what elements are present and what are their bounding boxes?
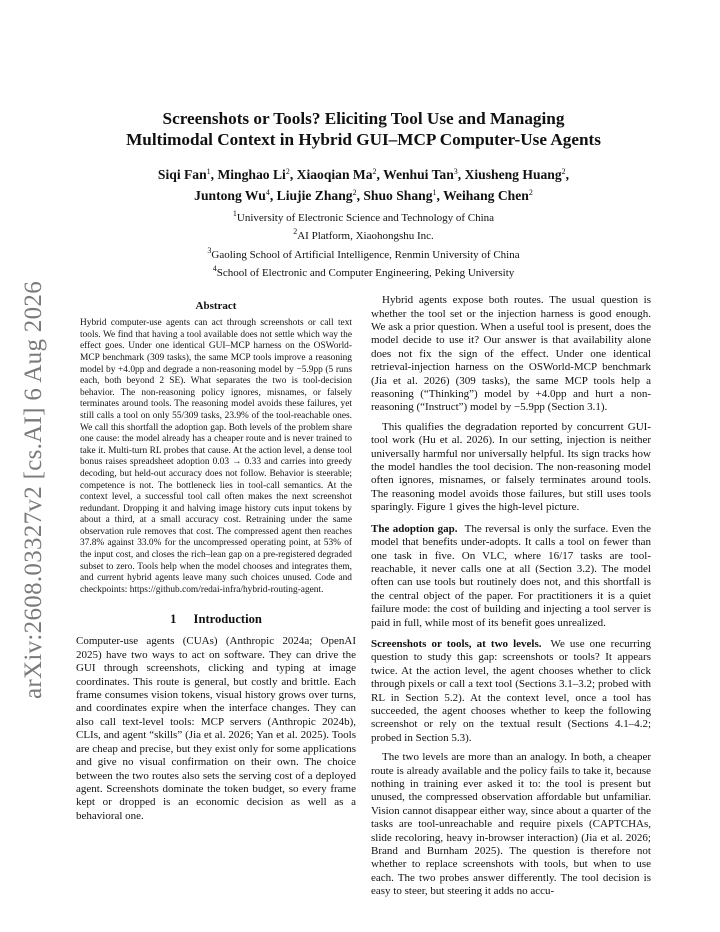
affiliation-number: 4 xyxy=(212,263,217,273)
author-separator: , xyxy=(565,167,570,182)
author-separator: , xyxy=(376,167,384,182)
author xyxy=(277,188,364,203)
right-column xyxy=(371,294,651,904)
author-affiliation-mark: 3 xyxy=(453,167,458,176)
right-paragraph-1: Hybrid agents expose both routes. The usual question is whether the tool set or the injection harness is good enough. We ask a prior question. When a useful tool is present, does the model decide to use it? Our answer is that availability alone does not fix the sign of the effect. Under one identical retrieval-injection harness on the OSWorld-MCP benchmark (Jia et al. 2026) (309 tasks), the same MCP tools help a reasoning (“Thinking”) model by +4.0pp and hurt a non-reasoning (“Instruct”) model by −5.9pp (Section 3.1). xyxy=(371,294,651,414)
author xyxy=(297,167,383,182)
paragraph-title: Screenshots or tools, at two levels. xyxy=(371,637,542,650)
section-number: 1 xyxy=(170,612,177,627)
left-column xyxy=(76,294,356,904)
author-name: Minghao Li xyxy=(217,167,286,182)
author-affiliation-mark: 2 xyxy=(561,167,566,176)
author-affiliation-mark: 1 xyxy=(432,188,437,197)
right-paragraph-5: The two levels are more than an analogy. In both, a cheaper route is already available and the policy fails to take it, because nothing in training ever asked it to: the tool is present but unused, the compressed observation affordable but unfamiliar. Vision cannot disappear either way, since about a quarter of the tasks are tool-unreachable and require pixels (CAPTCHAs, slide recoloring, heavy in-browser interaction) (Jia et al. 2026; Brand and Burnham 2025). The question is therefore not whether to replace screenshots with tools, but when to use each. The two probes answer differently. The tool decision is easy to steer, but steering it adds no accu- xyxy=(371,751,651,898)
author-name: Shuo Shang xyxy=(363,188,433,203)
author-name: Xiusheng Huang xyxy=(464,167,562,182)
author-line-2 xyxy=(76,184,651,205)
right-paragraph-2: This qualifies the degradation reported by concurrent GUI-tool work (Hu et al. 2026). In our setting, injection is neither universally harmful nor universally helpful. Its sign tracks how the model handles the tool decision. The non-reasoning model often ignores, misnames, or falsely terminates around tools. The reasoning model avoids those failures, but still uses tools sparingly. Figure 1 gives the high-level picture. xyxy=(371,420,651,514)
title-line-1: Screenshots or Tools? Eliciting Tool Use and Managing xyxy=(162,109,565,128)
author xyxy=(158,167,218,182)
author-name: Wenhui Tan xyxy=(383,167,454,182)
affiliation xyxy=(76,207,651,225)
author-separator: , xyxy=(356,188,364,203)
paragraph-body: We use one recurring question to study this gap: screenshots or tools? It appears twice. At the action level, the agent chooses whether to click through pixels or call a text tool (Sections 3.1–3.2; probed with RL in Section 5.2). At the context level, once a tool has succeeded, the agent chooses whether to keep the following screenshot or rely on the textual result (Sections 4.1–4.2; probed in Section 5.3). xyxy=(371,637,651,744)
affiliation-list xyxy=(76,207,651,280)
author-line-1 xyxy=(76,163,651,184)
affiliation-text: Gaoling School of Artificial Intelligence, Renmin University of China xyxy=(211,248,520,261)
author-separator: , xyxy=(210,167,218,182)
paragraph-body: The reversal is only the surface. Even the model that benefits under-adopts. It calls a tool on fewer than one task in five. On VLC, where 16/17 tasks are tool-reachable, it never calls one at all (Section 3.2). The model often can use tools but routinely does not, and this shortfall is the central object of the paper. For practitioners it is a quiet failure mode: the cost of building and injecting a tool server is paid in full, while most of its benefit goes unrealized. xyxy=(371,522,651,629)
author xyxy=(363,188,443,203)
author-list xyxy=(76,163,651,205)
author-affiliation-mark: 2 xyxy=(528,188,533,197)
author-name: Xiaoqian Ma xyxy=(296,167,373,182)
author xyxy=(194,188,276,203)
affiliation-text: AI Platform, Xiaohongshu Inc. xyxy=(297,230,434,243)
title-line-2: Multimodal Context in Hybrid GUI–MCP Computer-Use Agents xyxy=(126,130,601,149)
affiliation xyxy=(76,225,651,243)
paper-title xyxy=(76,108,651,150)
affiliation-number: 3 xyxy=(207,245,212,255)
author-separator: , xyxy=(457,167,465,182)
author-separator: , xyxy=(289,167,297,182)
paper-page xyxy=(76,108,651,905)
author-affiliation-mark: 2 xyxy=(352,188,357,197)
abstract-text: Hybrid computer-use agents can act through screenshots or call text tools. We find that having a tool available does not settle which way the effect goes. Under one identical GUI–MCP harness on the OSWorld-MCP benchmark (309 tasks), the same MCP tools improve a reasoning model by +4.0pp and degrade a non-reasoning model by −5.9pp (5 runs each, both beyond 2 SE). What separates the two is tool-decision behavior. The non-reasoning policy ignores, misnames, or falsely terminates around tools. The reasoning model avoids these failures, yet still calls a tool on only 55/309 tasks, 23.9% of the tool-reachable ones. We call this shortfall the adoption gap. Both levels of the problem share one cause: the model already has a cheaper route and is never trained to take it. Multi-turn RL probes that cause. At the action level, a dense tool bonus raises spreadsheet adoption 0.03 → 0.33 and carries into greedy decoding, but held-out accuracy does not follow. Behavior is steerable; competence is not. The bottleneck lies in tool-call semantics. At the context level, a successful tool call often makes the next screenshot redundant. Dropping it and halving image history cuts input tokens by about a third, at a small accuracy cost. Retraining under the same observation rule removes that cost. The compressed agent then reaches 37.8% against 33.0% for the uncompressed operating point, at 53% of the input cost, and closes the rich–lean gap on a pre-registered degraded subset to zero. Tools help when the model chooses and integrates them, and current hybrid agents leave many such choices unused. Code and checkpoints: https://github.com/redai-infra/hybrid-routing-agent. xyxy=(80,318,352,595)
author-affiliation-mark: 4 xyxy=(265,188,270,197)
abstract-heading: Abstract xyxy=(195,300,237,313)
two-column-body xyxy=(76,294,651,904)
affiliation xyxy=(76,244,651,262)
affiliation-text: School of Electronic and Computer Engineering, Peking University xyxy=(216,266,515,279)
author-name: Weihang Chen xyxy=(443,188,529,203)
section-heading-introduction xyxy=(76,612,356,627)
author-affiliation-mark: 1 xyxy=(206,167,211,176)
author-separator: , xyxy=(269,188,277,203)
author xyxy=(443,188,533,203)
author-name: Siqi Fan xyxy=(157,167,207,182)
author-affiliation-mark: 2 xyxy=(285,167,290,176)
author xyxy=(217,167,296,182)
author-name: Liujie Zhang xyxy=(276,188,353,203)
affiliation xyxy=(76,262,651,280)
author xyxy=(383,167,464,182)
affiliation-number: 2 xyxy=(293,227,298,237)
intro-paragraph-1: Computer-use agents (CUAs) (Anthropic 2024a; OpenAI 2025) have two ways to act on software. They can drive the GUI through screenshots, clicking and typing at image coordinates. This route is general, but costly and brittle. Each frame consumes vision tokens, visual history grows over turns, and coordinates expire when the interface changes. They can also call text-level tools: MCP servers (Anthropic 2024b), CLIs, and agent “skills” (Jia et al. 2026; Yan et al. 2025). Tools are cheap and precise, but they exist only for some applications and give no visual confirmation on their own. The choice between the two routes also sets the serving cost of a deployed agent. Screenshots dominate the token budget, so every frame kept or dropped is an economic decision as well as a behavioral one. xyxy=(76,635,356,822)
author-separator: , xyxy=(436,188,444,203)
paragraph-title: The adoption gap. xyxy=(371,522,458,535)
affiliation-number: 1 xyxy=(232,209,237,218)
affiliation-text: University of Electronic Science and Technology of China xyxy=(236,212,495,224)
adoption-gap-paragraph xyxy=(371,523,651,630)
section-title: Introduction xyxy=(193,612,262,627)
arxiv-sidebar xyxy=(4,281,64,699)
author-name: Juntong Wu xyxy=(194,188,266,203)
author-affiliation-mark: 2 xyxy=(372,167,377,176)
two-levels-paragraph xyxy=(371,638,651,745)
arxiv-identifier: arXiv:2608.03327v2 [cs.AI] 6 Aug 2026 xyxy=(20,281,47,699)
author xyxy=(465,167,570,182)
